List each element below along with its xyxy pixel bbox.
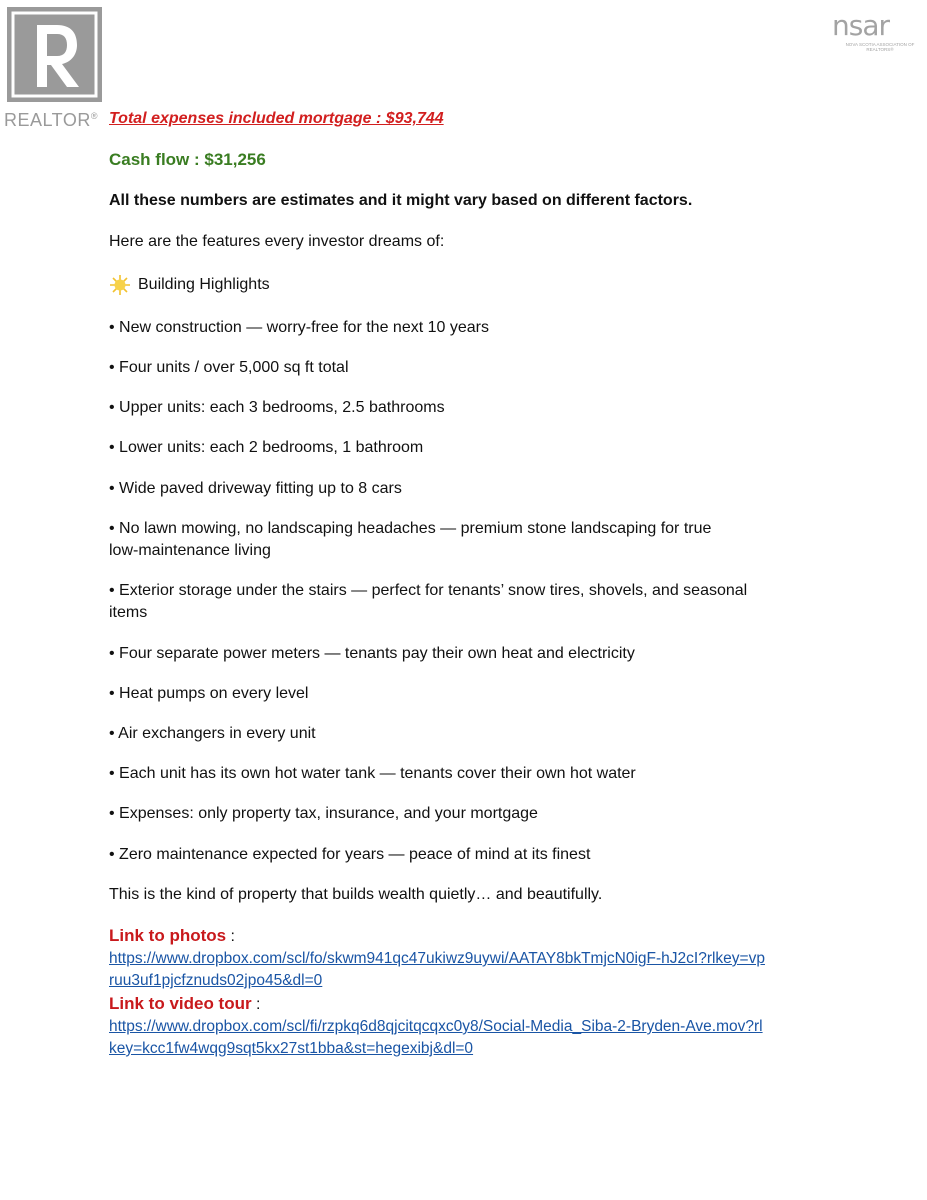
highlight-item: • Heat pumps on every level bbox=[109, 685, 309, 702]
photos-link-url-continued[interactable]: ruu3uf1pjcfznuds02jpo45&dl=0 bbox=[109, 972, 323, 989]
cash-flow-line: Cash flow : $31,256 bbox=[109, 150, 266, 169]
closing-text: This is the kind of property that builds wealth quietly… and beautifully. bbox=[109, 886, 603, 903]
highlight-item: • Zero maintenance expected for years — peace of mind at its finest bbox=[109, 846, 591, 863]
intro-text: Here are the features every investor dreams of: bbox=[109, 233, 445, 250]
highlight-item: • Air exchangers in every unit bbox=[109, 725, 316, 742]
highlights-title: Building Highlights bbox=[138, 276, 270, 293]
photos-link-heading: Link to photos : bbox=[109, 926, 235, 945]
video-link-url-continued[interactable]: key=kcc1fw4wqg9sqt5kx27st1bba&st=hegexibj&dl=0 bbox=[109, 1040, 474, 1057]
realtor-wordmark: REALTOR® bbox=[4, 110, 98, 130]
realtor-r-icon bbox=[7, 7, 102, 102]
nsar-logo bbox=[832, 9, 922, 56]
highlight-item: • New construction — worry-free for the next 10 years bbox=[109, 319, 489, 336]
highlight-item-continued: low-maintenance living bbox=[109, 542, 271, 559]
video-link-heading: Link to video tour : bbox=[109, 994, 261, 1013]
highlight-item: • Lower units: each 2 bedrooms, 1 bathroom bbox=[109, 439, 424, 456]
highlight-item: • Four separate power meters — tenants pay their own heat and electricity bbox=[109, 645, 635, 662]
photos-link-label: Link to photos bbox=[109, 926, 227, 945]
disclaimer: All these numbers are estimates and it might vary based on different factors. bbox=[109, 192, 693, 209]
nsar-wordmark: nsar bbox=[832, 9, 890, 42]
video-link-label: Link to video tour bbox=[109, 994, 252, 1013]
photos-link-url[interactable]: https://www.dropbox.com/scl/fo/skwm941qc47ukiwz9uywi/AATAY8bkTmjcN0igF-hJ2cI?rlkey=vp bbox=[109, 950, 765, 967]
highlight-item: • Expenses: only property tax, insurance, and your mortgage bbox=[109, 805, 538, 822]
video-link-url[interactable]: https://www.dropbox.com/scl/fi/rzpkq6d8qjcitqcqxc0y8/Social-Media_Siba-2-Bryden-Ave.mov?rl bbox=[109, 1018, 763, 1035]
sun-icon bbox=[109, 274, 131, 296]
nsar-subtitle: NOVA SCOTIA ASSOCIATION OF REALTORS® bbox=[845, 42, 915, 52]
highlights-heading bbox=[109, 274, 270, 296]
expenses-line: Total expenses included mortgage : $93,744 bbox=[109, 110, 444, 127]
highlight-item: • Upper units: each 3 bedrooms, 2.5 bathrooms bbox=[109, 399, 445, 416]
highlight-item: • Wide paved driveway fitting up to 8 cars bbox=[109, 480, 402, 497]
highlight-item: • Each unit has its own hot water tank — tenants cover their own hot water bbox=[109, 765, 636, 782]
highlight-item: • Four units / over 5,000 sq ft total bbox=[109, 359, 349, 376]
highlight-item-continued: items bbox=[109, 604, 148, 621]
highlight-item: • Exterior storage under the stairs — perfect for tenants’ snow tires, shovels, and seasonal bbox=[109, 582, 748, 599]
highlight-item: • No lawn mowing, no landscaping headaches — premium stone landscaping for true bbox=[109, 520, 712, 537]
realtor-logo bbox=[4, 4, 108, 130]
